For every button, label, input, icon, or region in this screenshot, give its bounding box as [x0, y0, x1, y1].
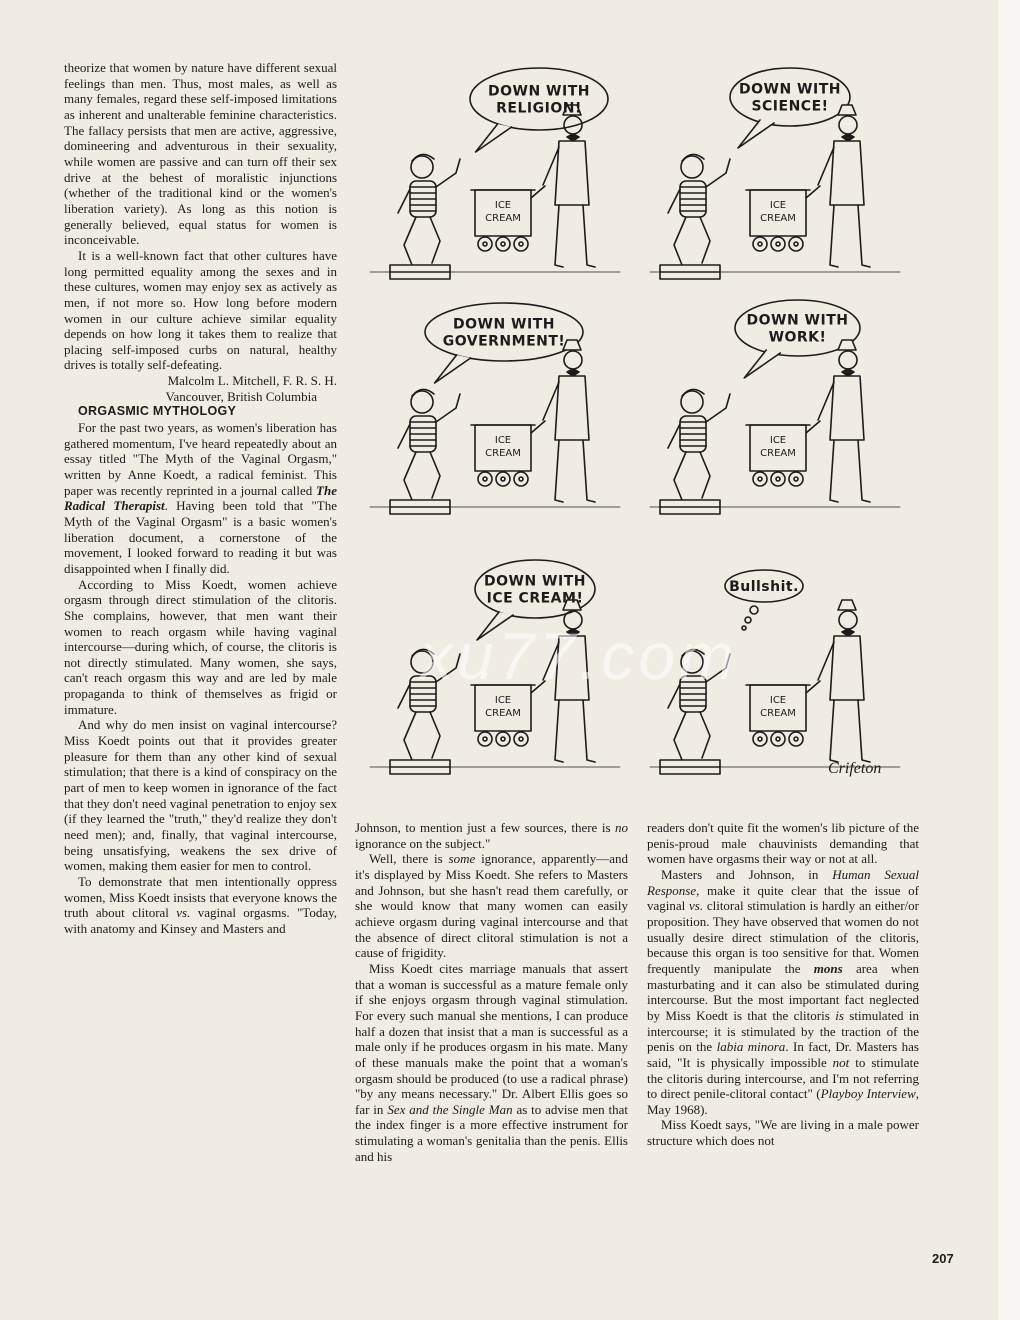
- cart-label: ICE: [494, 435, 512, 446]
- cartoon-panel: [640, 60, 910, 285]
- cartoonist-signature: Crifeton: [828, 760, 882, 777]
- speech-bubble-text: DOWN WITH: [746, 312, 849, 329]
- cartoon-panel: [640, 295, 910, 520]
- vendor-figure: [818, 600, 870, 762]
- letter-paragraph: According to Miss Koedt, women achieve orgasm through direct stimulation of the clitoris. She complains, however, that men want their women to reach orgasm while having vaginal intercourse—during which, of course, the clitoris is not directly stimulated. Many women, she says, can't reach orgasm this way and are led by male propaganda to think of themselves as frigid or immature.: [64, 576, 337, 717]
- letters-column-1: [64, 60, 337, 937]
- letter-paragraph: Masters and Johnson, in Human Sexual Response, make it quite clear that the issue of vaginal vs. clitoral stimulation is hardly an either/or proposition. They have observed that women do not usually desire direct stimulation of the clitoris, because this organ is too sensitive for that. Women frequently manipulate the mons area when masturbating and it can also be stimulated during intercourse. But the most important fact neglected by Miss Koedt is that the clitoris is stimulated in intercourse; it is stimulated by the traction of the penis on the labia minora. In fact, Dr. Masters has said, "It is physically impossible not to stimulate the clitoris during intercourse, and I'm not referring to direct penile-clitoral contact" (Playboy Interview, May 1968).: [647, 866, 919, 1117]
- protester-figure: [398, 649, 460, 760]
- cartoon-panel: [360, 555, 630, 780]
- speech-bubble-text: DOWN WITH: [739, 81, 841, 98]
- vendor-figure: [818, 105, 870, 267]
- letter-signature-place: Vancouver, British Columbia: [165, 388, 317, 404]
- letter-signature-name: Malcolm L. Mitchell, F. R. S. H.: [167, 373, 337, 389]
- protester-figure: [668, 649, 730, 760]
- letter-paragraph: To demonstrate that men intentionally oppress women, Miss Koedt insists that everyone knows the truth about clitoral vs. vaginal orgasms. "Today, with anatomy and Kinsey and Masters and: [64, 874, 337, 936]
- letter-paragraph: theorize that women by nature have different sexual feelings than men. Thus, most males, as well as many females, regard these self-imposed limitations as inherent and unalterable feminine characteristics. The fallacy persists that men are active, aggressive, domineering and adventurous in their sexuality, while women are passive and can turn off their sex drive at the behest of moralistic injunctions (whether of the traditional kind or the women's liberation variety). As long as this notion is generally believed, equal status for women is inconceivable.: [64, 60, 337, 248]
- page-number: 207: [932, 1251, 954, 1266]
- letter-paragraph: And why do men insist on vaginal intercourse? Miss Koedt points out that it provides greater pleasure for them than any other kind of sexual stimulation; that there is a kind of conspiracy on the part of men to keep women in ignorance of the fact that they don't need vaginal penetration to enjoy sex (if they learned the "truth," they'd realize they don't need men); and, finally, that vaginal intercourse, being unsatisfying, weakens the sex drive of women, making them easier for men to control.: [64, 717, 337, 874]
- letter-paragraph: Well, there is some ignorance, apparently—and it's displayed by Miss Koedt. She refers to Masters and Johnson, but she hasn't read them carefully, or she would know that many women can easily achieve orgasm during vaginal intercourse and that the absence of direct clitoral stimulation is not a cause of frigidity.: [355, 851, 629, 961]
- cart-label: ICE: [494, 200, 512, 211]
- letter-paragraph: It is a well-known fact that other cultures have long permitted equality among the sexes and in these cultures, women may enjoy sex as actively as men, if not more so. How long before modern women in our culture achieve similar equality depends on how long it takes them to realize that placing self-imposed curbs on natural, healthy drives is totally self-defeating.: [64, 247, 337, 373]
- cart-label: CREAM: [485, 708, 521, 719]
- cartoon-panel: [360, 60, 630, 285]
- letters-column-3: [647, 820, 919, 1149]
- protester-figure: [668, 154, 730, 265]
- cart-label: CREAM: [485, 213, 521, 224]
- letter-paragraph: Miss Koedt cites marriage manuals that assert that a woman is successful as a mature female only if she enjoys orgasm through vaginal stimulation. For every such manual she mentions, I can produce half a dozen that insist that a man is successful as a male only if he produces orgasm in his mate. Many of these manuals make the point that a woman's orgasm should be produced (to use a radical phrase) "by any means necessary." Dr. Albert Ellis goes so far in Sex and the Single Man as to advise men that the index finger is a more effective instrument for stimulating a woman's genitalia than the penis. Ellis and his: [355, 960, 629, 1164]
- letter-paragraph: readers don't quite fit the women's lib picture of the penis-proud male chauvinists demanding that women have orgasms their way or not at all.: [647, 820, 919, 867]
- speech-bubble-text: SCIENCE!: [751, 98, 829, 115]
- cart-label: CREAM: [485, 448, 521, 459]
- cart-label: ICE: [769, 200, 787, 211]
- letter-paragraph: Johnson, to mention just a few sources, there is no ignorance on the subject.": [355, 820, 628, 851]
- cart-label: ICE: [769, 435, 787, 446]
- cart-label: CREAM: [760, 708, 796, 719]
- letters-column-2: [355, 820, 628, 1164]
- speech-bubble-text: ICE CREAM!: [486, 590, 584, 607]
- vendor-figure: [543, 340, 595, 502]
- speech-bubble-text: GOVERNMENT!: [442, 333, 566, 350]
- page-edge: [998, 0, 1020, 1320]
- speech-bubble-text: DOWN WITH: [484, 573, 586, 590]
- letter-paragraph: Miss Koedt says, "We are living in a male power structure which does not: [647, 1117, 919, 1149]
- vendor-figure: [818, 340, 870, 502]
- speech-bubble-text: DOWN WITH: [453, 316, 555, 333]
- cart-label: CREAM: [760, 448, 796, 459]
- letter-paragraph: For the past two years, as women's liberation has gathered momentum, I've heard repeatedly about an essay titled "The Myth of the Vaginal Orgasm," written by Anne Koedt, a radical feminist. This paper was recently reprinted in a journal called The Radical Therapist. Having been told that "The Myth of the Vaginal Orgasm" is a basic women's liberation document, a cornerstone of the movement, I looked forward to reading it but was disappointed when I finally did.: [64, 419, 337, 576]
- cart-label: ICE: [769, 695, 787, 706]
- letter-heading: ORGASMIC MYTHOLOGY: [78, 404, 237, 419]
- journal-title: The Radical Therapist: [64, 482, 337, 514]
- cartoon-panel: [360, 295, 630, 520]
- speech-bubble-text: Bullshit.: [729, 579, 799, 595]
- protester-figure: [398, 389, 460, 500]
- speech-bubble-text: RELIGION!: [496, 100, 582, 117]
- cart-label: CREAM: [760, 213, 796, 224]
- cart-label: ICE: [494, 695, 512, 706]
- speech-bubble-text: DOWN WITH: [488, 83, 590, 100]
- vendor-figure: [543, 600, 595, 762]
- cartoon-panel: [640, 555, 910, 780]
- speech-bubble-text: WORK!: [768, 329, 827, 346]
- protester-figure: [398, 154, 460, 265]
- protester-figure: [668, 389, 730, 500]
- watermark: xu77.com: [420, 619, 739, 693]
